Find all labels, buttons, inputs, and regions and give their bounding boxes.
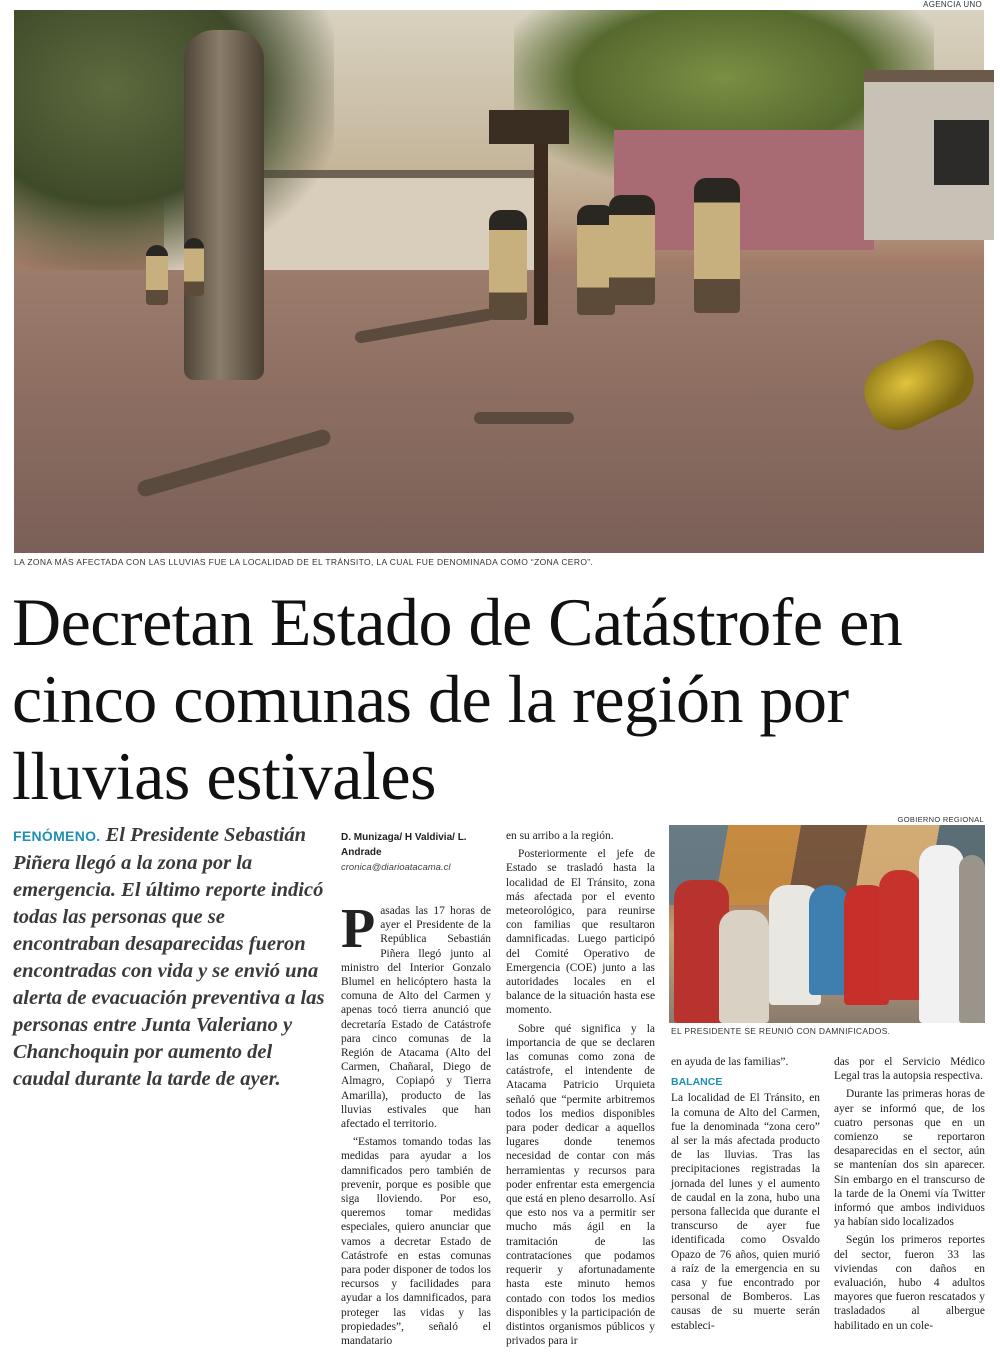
photo2-caption: EL PRESIDENTE SE REUNIÓ CON DAMNIFICADOS. [671, 1026, 891, 1036]
photo2-person [959, 855, 985, 1023]
article-column-3 [671, 1055, 820, 1337]
lede-kicker: FENÓMENO. [13, 828, 101, 844]
photo-debris [474, 412, 574, 424]
paragraph: “Estamos tomando todas las medidas para ayudar a los damnificados pero también de prevenir, porque es posible que siga lloviendo. Por eso, queremos tomar medidas especiales, quiero anunciar que vamos a decretar Estado de Catástrofe en estas comunas para poder disponer de todos los recursos y facilidades para ayudar a los damnificados, para proteger las vidas y las propiedades”, señaló el mandatario [341, 1136, 491, 1348]
article-column-4 [834, 1055, 985, 1337]
lede [13, 822, 325, 1093]
photo2-person [879, 870, 921, 1000]
paragraph: Sobre qué significa y la importancia de que se declaren las comunas como zona de catástrofe, el intendente de Atacama Patricio Urquieta señaló que “permite arbitremos todos los medios disponibles para poder dedicar a aquellos lugares donde tenemos necesidad de contar con más herramientas y recursos para poder enfrentar esta emergencia que está en pleno desarrollo. Así que esto nos va a permitir ser mucho más ágil en la tramitación de las contrataciones que podamos requerir y afortunadamente hasta este minuto hemos contado con todos los medios disponibles y la participación de distintos organismos públicos y privados para ir [506, 1022, 655, 1348]
paragraph: Pasadas las 17 horas de ayer el Presidente de la República Sebastián Piñera llegó junto al ministro del Interior Gonzalo Blumel en helicóptero hasta la comuna de Alto del Carmen y apenas tocó tierra anunció que decretaría Estado de Catástrofe para cinco comunas de la Región de Atacama (Alto del Carmen, Chañaral, Diego de Almagro, Copiapó y Tierra Amarilla), producto de las lluvias estivales que han afectado el territorio. [341, 898, 491, 1131]
paragraph: La localidad de El Tránsito, en la comuna de Alto del Carmen, fue la denominada “zona cero” al ser la más afectada producto de las lluvias. Tras las precipitaciones registradas la jornada del lunes y el aumento de caudal en la zona, hubo una persona fallecida que durante el transcurso de ayer fue identificada como Osvaldo Opazo de 76 años, quien murió a raíz de la emergencia en su casa y fue encontrado por personal de Bomberos. Las causas de su muerte serán estableci- [671, 1092, 820, 1332]
paragraph: Durante las primeras horas de ayer se informó que, de los cuatro personas que en un comienzo se reportaron desaparecidas en el sector, aún se mantenían dos sin aparecer. Sin embargo en el transcurso de la tarde de la Onemi vía Twitter informó que ambos individuos ya habían sido localizados [834, 1088, 985, 1229]
headline: Decretan Estado de Catástrofe en cinco comunas de la región por lluvias estivales [12, 584, 903, 814]
photo2-person [809, 885, 849, 995]
photo2-credit: GOBIERNO REGIONAL [897, 815, 984, 824]
photo-sign-board [489, 110, 569, 144]
paragraph: en ayuda de las familias”. [671, 1056, 789, 1068]
section-subhead: BALANCE [671, 1076, 723, 1089]
flood-photo [14, 10, 984, 553]
drop-cap: P [341, 898, 376, 960]
photo-firefighter [184, 238, 204, 296]
photo2-person [719, 910, 769, 1023]
photo2-person [919, 845, 964, 1023]
photo-firefighter [694, 178, 740, 313]
article-column-2 [506, 829, 655, 1352]
photo-tree-foliage [14, 10, 334, 270]
paragraph: das por el Servicio Médico Legal tras la autopsia respectiva. [834, 1056, 985, 1083]
photo-firefighter [146, 245, 168, 305]
paragraph: Posteriormente el jefe de Estado se trasladó hasta la localidad de El Tránsito, zona más afectada por el evento meteorológico, para reunirse con familias que resultaron damnificadas. Luego participó del Comité Operativo de Emergencia (COE) junto a las autoridades locales en el balance de la situación hasta ese momento. [506, 848, 655, 1017]
photo-firefighter [489, 210, 527, 320]
photo-tree-trunk [184, 30, 264, 380]
photo-caption: LA ZONA MÁS AFECTADA CON LAS LLUVIAS FUE LA LOCALIDAD DE EL TRÁNSITO, LA CUAL FUE DENOMINADA COMO “ZONA CERO”. [14, 557, 594, 567]
paragraph: en su arribo a la región. [506, 830, 614, 842]
photo-credit: AGENCIA UNO [923, 0, 982, 9]
byline: D. Munizaga/ H Valdivia/ L. Andrade [341, 832, 467, 858]
photo-firefighter [609, 195, 655, 305]
paragraph: Según los primeros reportes del sector, fueron 33 las viviendas con daños en evaluación, hubo 4 adultos mayores que fueron rescatados y trasladados al albergue habilitado en un cole- [834, 1234, 985, 1332]
photo-window [934, 120, 989, 185]
article-column-1 [341, 898, 491, 1352]
byline-email: cronica@diarioatacama.cl [341, 862, 451, 873]
president-meeting-photo [669, 825, 985, 1023]
lede-text: El Presidente Sebastián Piñera llegó a la zona por la emergencia. El último reporte indicó todas las personas que se encontraban desaparecidas fueron encontradas con vida y se envió una alerta de evacuación preventiva a las personas entre Junta Valeriano y Chanchoquin por aumento del caudal durante la tarde de ayer. [13, 824, 325, 1090]
